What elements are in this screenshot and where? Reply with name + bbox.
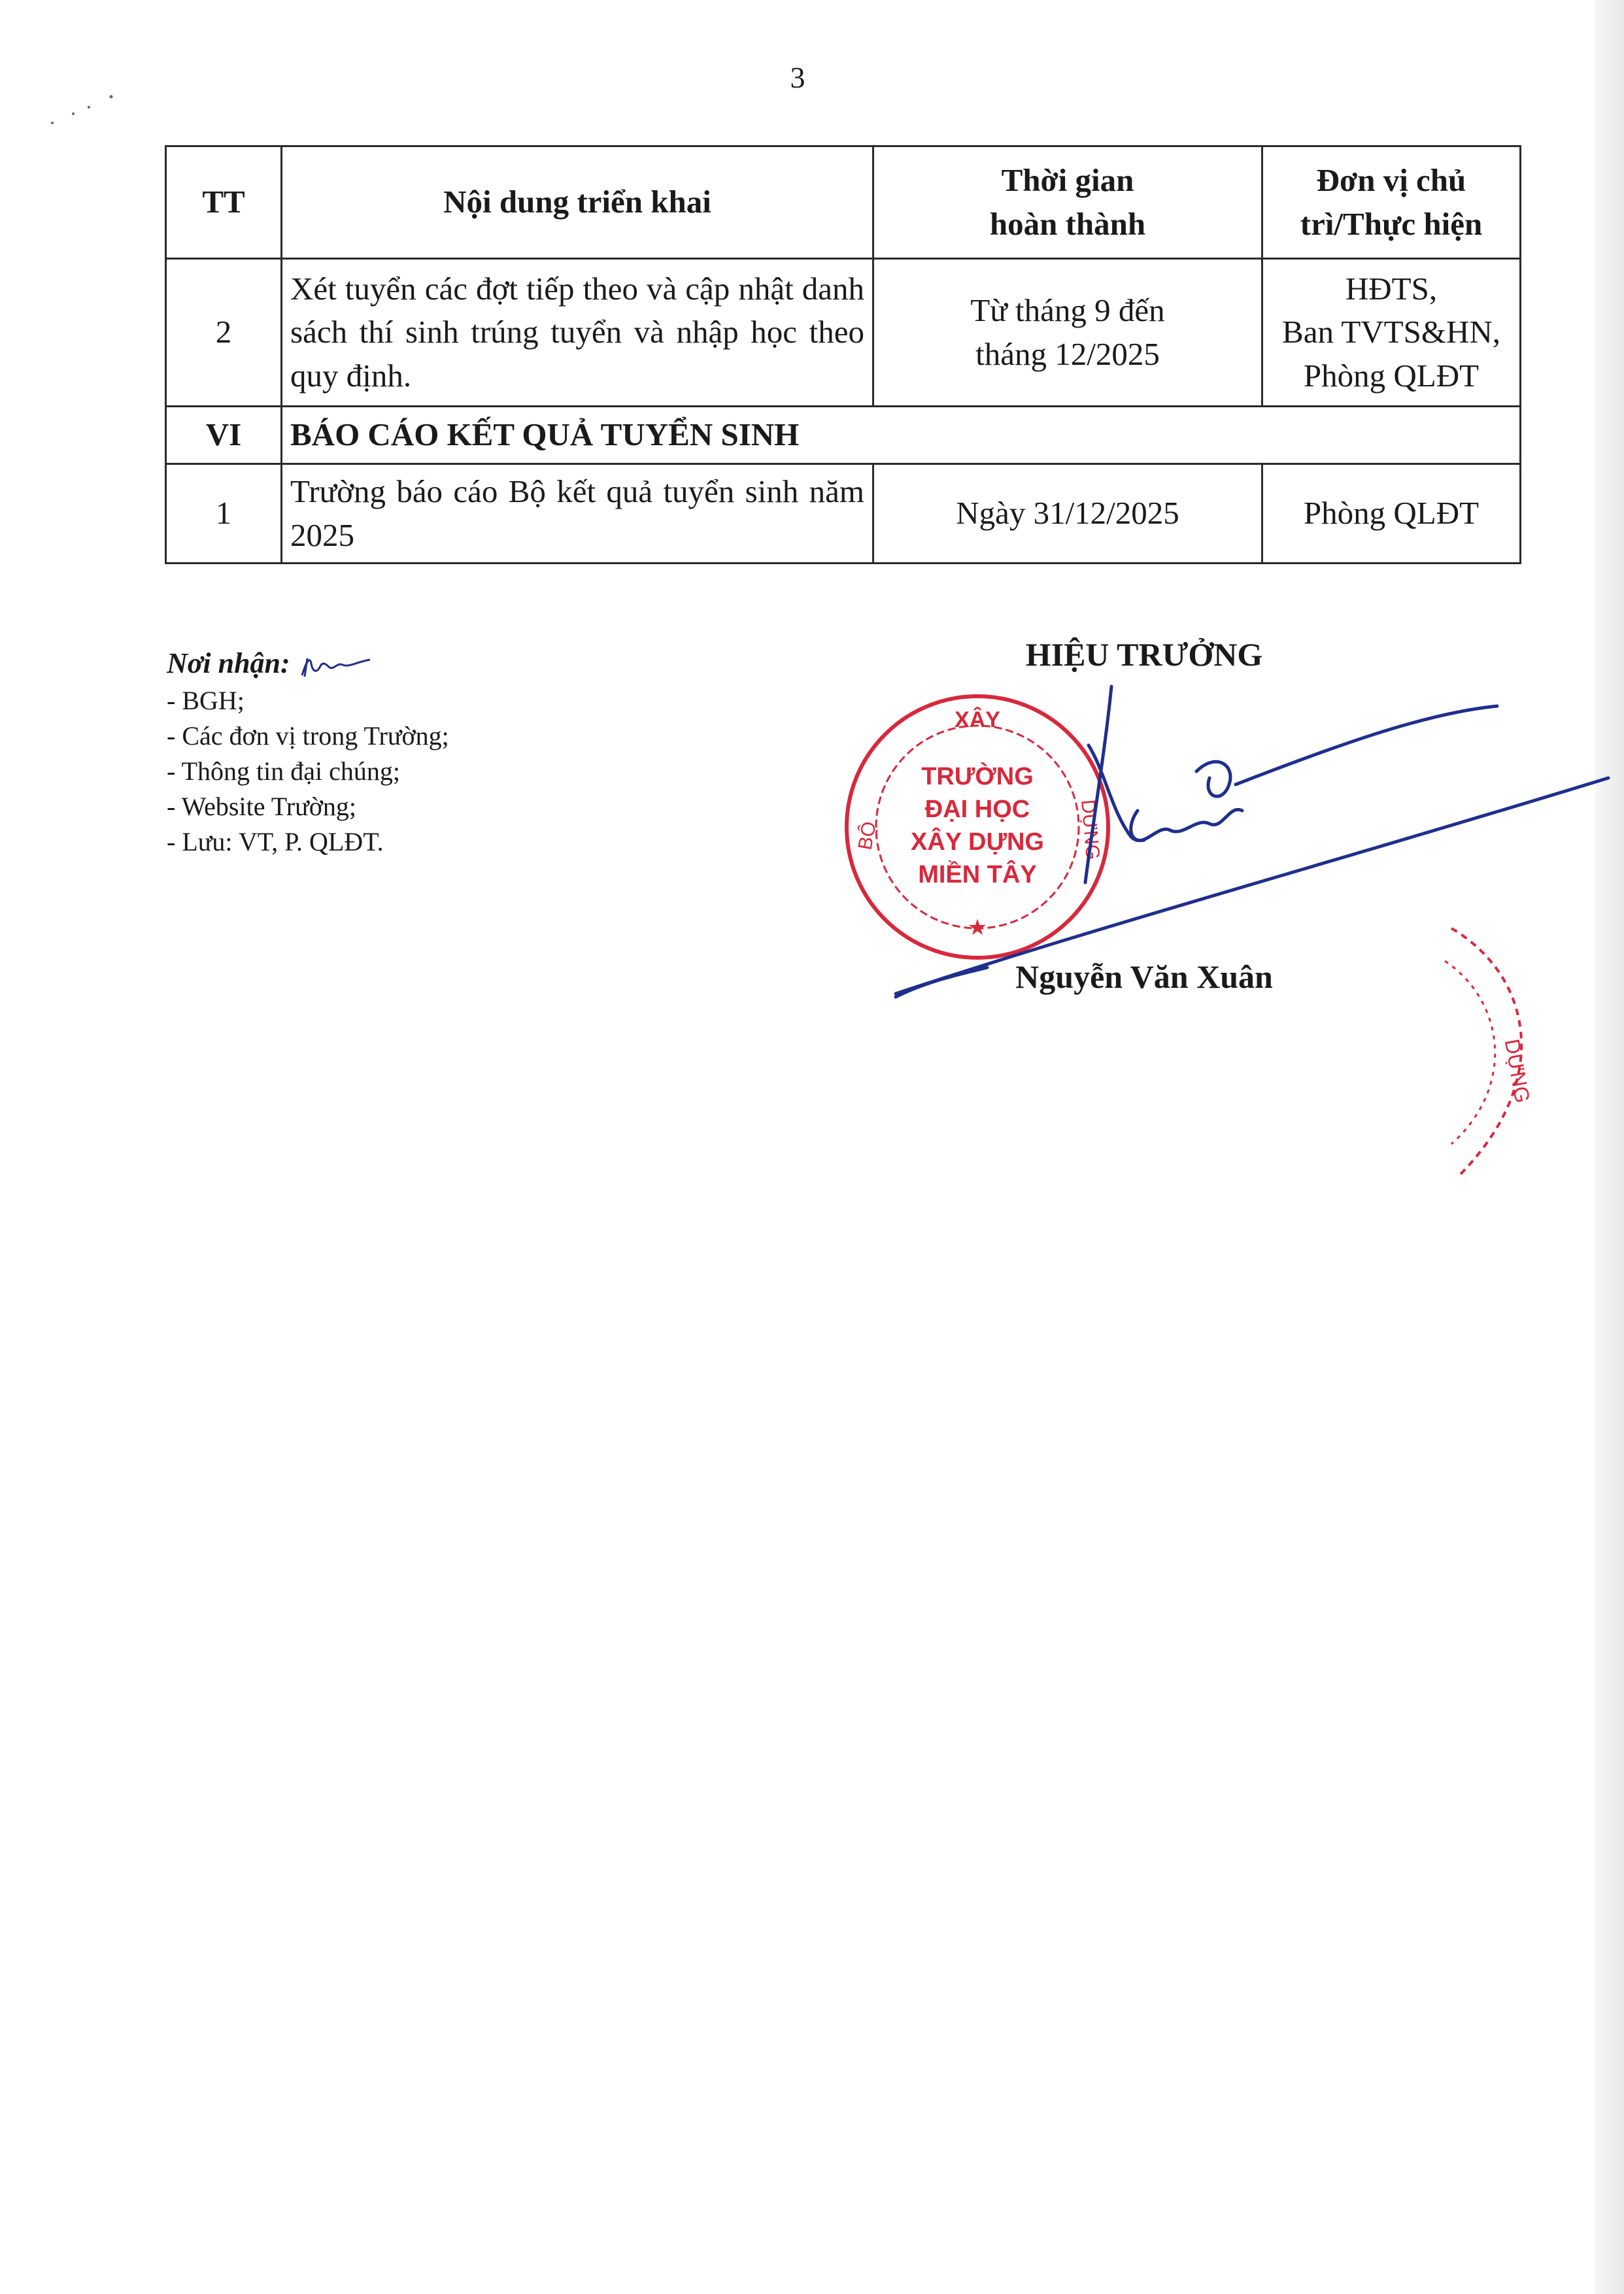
edge-seal-fragment-icon bbox=[1432, 915, 1556, 1190]
header-content: Nội dung triển khai bbox=[282, 146, 873, 259]
recipients-list bbox=[167, 683, 449, 860]
recipient-item: - Thông tin đại chúng; bbox=[167, 756, 400, 786]
page-number: 3 bbox=[790, 61, 805, 94]
row-time-line2: tháng 12/2025 bbox=[975, 335, 1160, 372]
seal-line2: ĐẠI HỌC bbox=[924, 796, 1030, 823]
recipients-label: Nơi nhận: bbox=[167, 647, 290, 679]
table-row bbox=[166, 464, 1521, 564]
table-header-row bbox=[166, 146, 1521, 259]
row-unit: Phòng QLĐT bbox=[1262, 464, 1521, 564]
recipients-block bbox=[167, 644, 449, 860]
row-unit-line2: Ban TVTS&HN, bbox=[1282, 314, 1500, 350]
plan-table bbox=[165, 145, 1521, 564]
row-time bbox=[873, 259, 1262, 407]
row-content: Trường báo cáo Bộ kết quả tuyển sinh năm 2025 bbox=[282, 464, 873, 564]
header-unit-line1: Đơn vị chủ bbox=[1316, 162, 1466, 199]
recipient-item: - Website Trường; bbox=[167, 791, 357, 821]
signer-title: HIỆU TRƯỞNG bbox=[1025, 636, 1263, 673]
edge-seal-text: DỰNG bbox=[1500, 1037, 1535, 1105]
row-tt: 2 bbox=[166, 259, 282, 407]
header-time-line2: hoàn thành bbox=[989, 205, 1146, 242]
row-time-line1: Từ tháng 9 đến bbox=[970, 292, 1165, 329]
signer-name: Nguyễn Văn Xuân bbox=[1015, 958, 1273, 995]
row-content: Xét tuyển các đợt tiếp theo và cập nhật danh sách thí sinh trúng tuyển và nhập học theo quy định. bbox=[282, 259, 873, 407]
seal-left-text: BỘ bbox=[854, 820, 881, 852]
row-tt: 1 bbox=[166, 464, 282, 564]
seal-top-text: XÂY bbox=[955, 707, 1000, 732]
section-number: VI bbox=[166, 407, 282, 464]
section-row bbox=[166, 407, 1521, 464]
seal-right-text: DỰNG bbox=[1077, 798, 1104, 861]
header-unit-line2: trì/Thực hiện bbox=[1300, 205, 1483, 242]
scan-edge-shadow bbox=[1595, 0, 1624, 2294]
seal-line1: TRƯỜNG bbox=[921, 763, 1034, 790]
initial-signature-icon bbox=[297, 650, 375, 683]
recipient-item: - Các đơn vị trong Trường; bbox=[167, 720, 449, 751]
seal-line4: MIỀN TÂY bbox=[918, 861, 1037, 888]
seal-icon bbox=[847, 696, 1108, 958]
header-tt: TT bbox=[166, 146, 282, 259]
row-unit-line1: HĐTS, bbox=[1345, 271, 1438, 307]
recipient-item: - Lưu: VT, P. QLĐT. bbox=[167, 826, 384, 856]
header-time-line1: Thời gian bbox=[1001, 162, 1134, 199]
row-time: Ngày 31/12/2025 bbox=[873, 464, 1262, 564]
seal-star-icon: ★ bbox=[967, 915, 988, 941]
table-row bbox=[166, 259, 1521, 407]
seal-line3: XÂY DỰNG bbox=[911, 828, 1044, 856]
section-title: BÁO CÁO KẾT QUẢ TUYỂN SINH bbox=[282, 407, 1521, 464]
header-unit bbox=[1262, 146, 1521, 259]
row-unit bbox=[1262, 259, 1521, 407]
header-time bbox=[873, 146, 1262, 259]
row-unit-line3: Phòng QLĐT bbox=[1303, 357, 1480, 394]
recipient-item: - BGH; bbox=[167, 685, 245, 715]
scan-artifact bbox=[46, 85, 131, 131]
